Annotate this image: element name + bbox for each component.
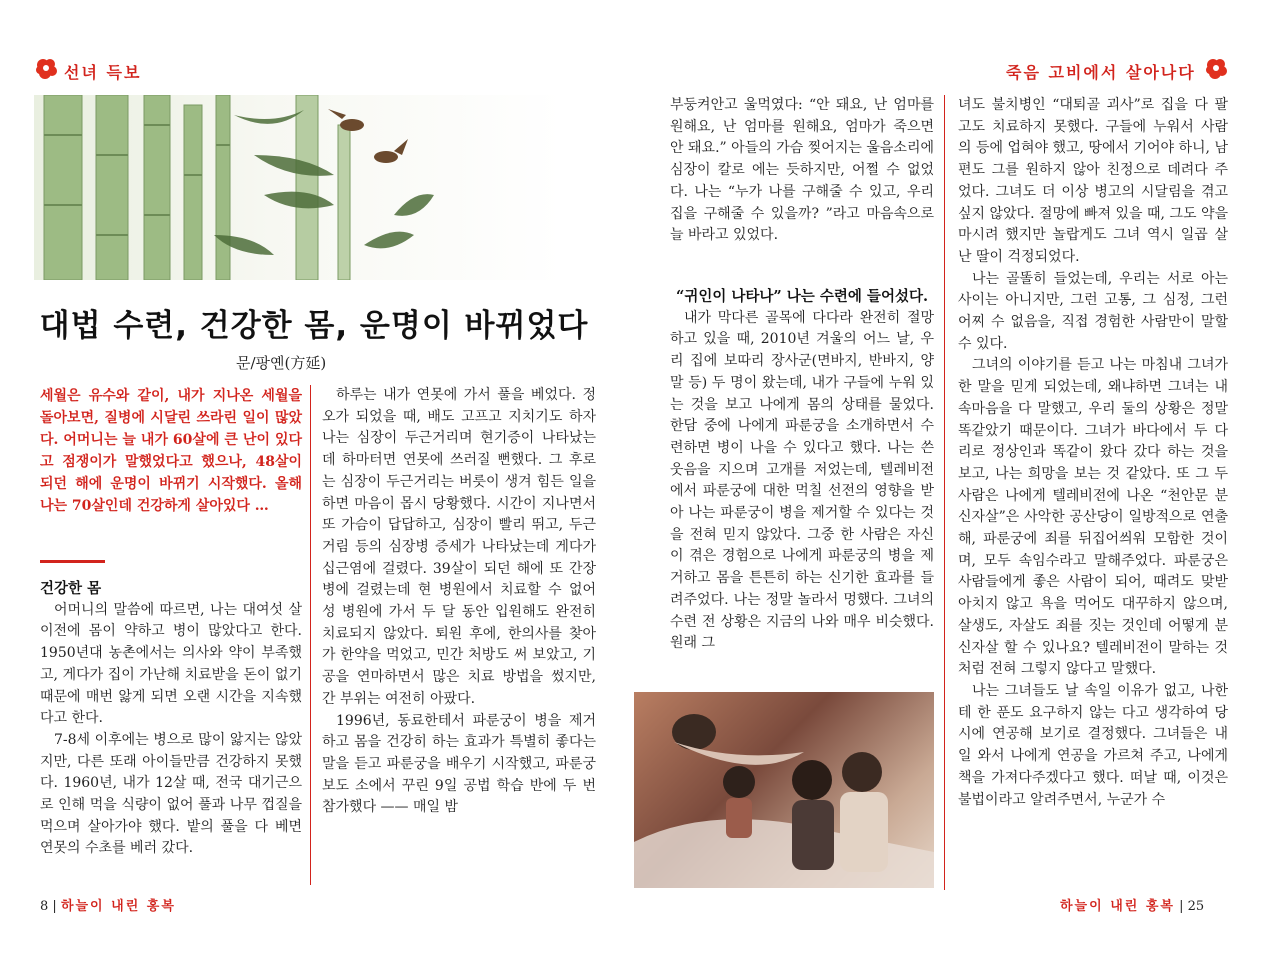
header-right-label: 죽음 고비에서 살아나다 [1006, 63, 1196, 82]
article-intro: 세월은 유수와 같이, 내가 지나온 세월을 돌아보면, 질병에 시달린 쓰라린 일이 많았다. 어머니는 늘 내가 60살에 큰 난이 있다고 점쟁이가 말했었다고 했으나, 48살이 되던 해에 운명이 바뀌기 시작했다. 올해 나는 70살인데 건강하게 살아있다 … [40, 388, 302, 514]
intro-divider [40, 560, 105, 563]
column-divider [944, 95, 945, 890]
page-number: 8 [40, 899, 49, 914]
paragraph: 그녀의 이야기를 듣고 나는 마침내 그녀가 한 말을 믿게 되었는데, 왜냐하면 그녀는 내 속마음을 다 말했고, 우리 둘의 상황은 정말 똑같았기 때문이다. 그녀가 바다에서 두 다리로 정상인과 똑같이 왔다 갔다 하는 것을 보고, 나는 희망을 보는 것 같았다. 또 그 두 사람은 나에게 텔레비전에 나온 “천안문 분신자살”은 사악한 공산당이 일방적으로 연출해, 파룬궁에 죄를 뒤집어씌워 모함한 것이며, 모두 속임수라고 말해주었다. 파룬궁은 사람들에게 좋은 사람이 되어, 때려도 맞받아치지 않고 욕을 먹어도 대꾸하지 않으며, 살생도, 자살도 죄를 짓는 것인데 어떻게 분신자살 할 수 있나요? 텔레비전이 말하는 것처럼 전혀 그렇지 않다고 말했다. [958, 357, 1228, 678]
column-divider [310, 385, 311, 885]
article-title: 대법 수련, 건강한 몸, 운명이 바뀌었다 [39, 308, 589, 344]
column-2 [322, 385, 596, 819]
paragraph: 나는 골똘히 들었는데, 우리는 서로 아는 사이는 아니지만, 그런 고통, 그 심정, 그런 어찌 수 없음을, 직접 경험한 사람만이 말할 수 있다. [958, 270, 1228, 352]
magazine-title: 하늘이 내린 홍복 [1060, 899, 1175, 914]
column-4 [958, 95, 1228, 811]
paragraph: 1996년, 동료한테서 파룬궁이 병을 제거하고 몸을 건강히 하는 효과가 특별히 좋다는 말을 듣고 파룬궁을 배우기 시작했고, 파룬궁 보도 소에서 꾸린 9일 공법 학습 반에 두 번 참가했다 —— 매일 밤 [322, 712, 596, 816]
paragraph: 내가 막다른 골목에 다다라 완전히 절망하고 있을 때, 2010년 겨울의 어느 날, 우리 집에 보따리 장사군(면바지, 반바지, 양말 등) 두 명이 왔는데, 내가 구들에 누워 있는 것을 보고 나에게 몸의 상태를 물었다. 한담 중에 나에게 파룬궁을 소개하면서 수련하면 병이 나을 수 있다고 했다. 나는 쓴웃음을 지으며 고개를 저었는데, 텔레비전에서 파룬궁에 대한 먹칠 선전의 영향을 받아 나는 파룬궁이 병을 제거할 수 있다는 것을 전혀 믿지 않았다. 그중 한 사람은 자신이 겪은 경험으로 나에게 파룬궁의 병을 제거하고 몸을 튼튼히 하는 신기한 효과를 들려주었다. 나는 정말 놀라서 멍했다. 그녀의 수련 전 상황은 지금의 나와 매우 비슷했다. 원래 그 [670, 309, 934, 652]
red-flower-ornament-icon [1204, 56, 1230, 82]
section-heading: 건강한 몸 [40, 580, 102, 597]
paragraph: 어머니의 말씀에 따르면, 나는 대여섯 살 이전에 몸이 약하고 병이 많았다고 한다. 1950년대 농촌에서는 의사와 약이 부족했고, 게다가 집이 가난해 치료받을 돈이 없기 때문에 매번 앓게 되면 오랜 시간을 지속했다고 한다. [40, 601, 302, 727]
red-flower-ornament-icon [34, 56, 60, 82]
footer-left: 8 | 하늘이 내린 홍복 [40, 899, 176, 914]
page-number: 25 [1187, 899, 1205, 914]
footer-right: 하늘이 내린 홍복 | 25 [1060, 899, 1205, 914]
column-1 [40, 578, 302, 860]
bamboo-birds-banner-image [34, 95, 562, 280]
magazine-title: 하늘이 내린 홍복 [60, 899, 176, 914]
paragraph: 부둥켜안고 울먹였다: “안 돼요, 난 엄마를 원해요, 난 엄마를 원해요, 엄마가 죽으면 안 돼요.” 아들의 가슴 찢어지는 울음소리에 심장이 칼로 에는 듯하지만, 어쩔 수 없었다. 나는 “누가 나를 구해줄 수 있고, 우리 집을 구해줄 수 있을까? ”라고 마음속으로 늘 바라고 있었다. [670, 97, 934, 244]
column-3-bottom [670, 286, 934, 655]
column-3-top [670, 95, 934, 247]
paragraph: 나는 그녀들도 날 속일 이유가 없고, 나한테 한 푼도 요구하지 않는 다고 생각하여 당시에 연공해 보기로 결정했다. 그녀들은 내일 와서 나에게 연공을 가르쳐 주고, 나에게 책을 가져다주겠다고 했다. 떠날 때, 이것은 불법이라고 알려주면서, 누군가 수 [958, 682, 1228, 808]
section-heading: “귀인이 나타나” 나는 수련에 들어섰다. [675, 288, 929, 305]
paragraph: 녀도 불치병인 “대퇴골 괴사”로 집을 다 팔고도 치료하지 못했다. 구들에 누워서 사람의 등에 업혀야 했고, 땅에서 기어야 하니, 남편도 그를 원하지 않아 친정으로 데려다 주었다. 그녀도 더 이상 병고의 시달림을 겪고 싶지 않았다. 절망에 빠져 있을 때, 그도 약을 마시려 했지만 놀랍게도 그녀 역시 일곱 살 난 딸이 걱정되었다. [958, 97, 1228, 265]
header-left-label: 선녀 득보 [64, 63, 142, 82]
paragraph: 7-8세 이후에는 병으로 많이 앓지는 않았지만, 다른 또래 아이들만큼 건강하지 못했다. 1960년, 내가 12살 때, 전국 대기근으로 인해 먹을 식량이 없어 풀과 나무 껍질을 먹으며 살아가야 했다. 밭의 풀을 다 베면 연못의 수초를 베러 갔다. [40, 731, 302, 857]
family-illustration-image [634, 692, 934, 888]
paragraph: 하루는 내가 연못에 가서 풀을 베었다. 정오가 되었을 때, 배도 고프고 지치기도 하자 나는 심장이 두근거리며 현기증이 나타났는데 하마터면 연못에 쓰러질 뻔했다. 그 후로는 심장이 두근거리는 버릇이 생겨 힘든 일을 하면 마음이 몹시 당황했다. 시간이 지나면서 또 가슴이 답답하고, 심장이 빨리 뛰고, 두근거림 등의 심장병 증세가 나타났는데 게다가 십근염에 걸렸다. 39살이 되던 해에 또 간장병에 걸렸는데 현 병원에서 치료할 수 없어 성 병원에 가서 두 달 동안 입원해도 완전히 치료되지 않았다. 퇴원 후에, 한의사를 찾아가 한약을 먹었고, 민간 처방도 써 보았고, 기공을 연마하면서 많은 치료 방법을 썼지만, 간 부위는 여전히 아팠다. [322, 387, 596, 707]
article-byline: 문/팡옌(方延) [236, 354, 327, 372]
